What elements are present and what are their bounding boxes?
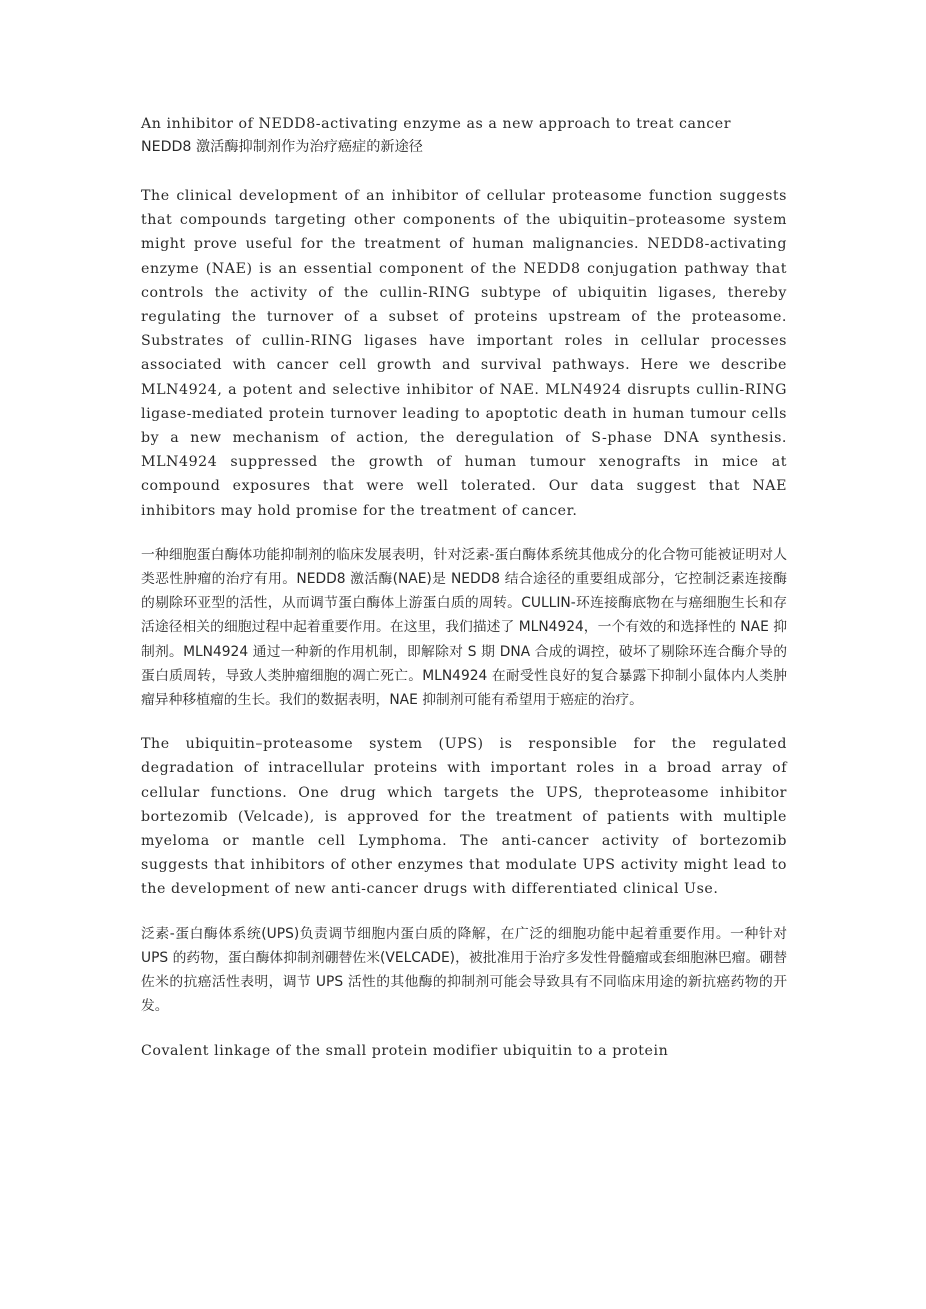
document-page <box>141 112 787 1063</box>
paragraph-ups-english: The ubiquitin–proteasome system (UPS) is responsible for the regulated degradation of intracellular proteins with important roles in a broad array of cellular functions. One drug which targets the UPS, theproteasome inhibitor bortezomib (Velcade), is approved for the treatment of patients with multiple myeloma or mantle cell Lymphoma. The anti-cancer activity of bortezomib suggests that inhibitors of other enzymes that modulate UPS activity might lead to the development of new anti-cancer drugs with differentiated clinical Use. <box>141 736 787 898</box>
title-english: An inhibitor of NEDD8-activating enzyme as a new approach to treat cancer <box>141 116 732 132</box>
paragraph-abstract-chinese: 一种细胞蛋白酶体功能抑制剂的临床发展表明，针对泛素-蛋白酶体系统其他成分的化合物可能被证明对人类恶性肿瘤的治疗有用。NEDD8 激活酶(NAE)是 NEDD8 结合途径的重要组成部分，它控制泛素连接酶的剔除环亚型的活性，从而调节蛋白酶体上游蛋白质的周转。CULLIN-环连接酶底物在与癌细胞生长和存活途径相关的细胞过程中起着重要作用。在这里，我们描述了 MLN4924，一个有效的和选择性的 NAE 抑制剂。MLN4924 通过一种新的作用机制，即解除对 S 期 DNA 合成的调控，破坏了剔除环连合酶介导的蛋白质周转，导致人类肿瘤细胞的凋亡死亡。MLN4924 在耐受性良好的复合暴露下抑制小鼠体内人类肿瘤异种移植瘤的生长。我们的数据表明，NAE 抑制剂可能有希望用于癌症的治疗。 <box>141 546 787 709</box>
paragraph-abstract-english: The clinical development of an inhibitor of cellular proteasome function suggests that compounds targeting other components of the ubiquitin–proteasome system might prove useful for the treatment of human malignancies. NEDD8-activating enzyme (NAE) is an essential component of the NEDD8 conjugation pathway that controls the activity of the cullin-RING subtype of ubiquitin ligases, thereby regulating the turnover of a subset of proteins upstream of the proteasome. Substrates of cullin-RING ligases have important roles in cellular processes associated with cancer cell growth and survival pathways. Here we describe MLN4924, a potent and selective inhibitor of NAE. MLN4924 disrupts cullin-RING ligase-mediated protein turnover leading to apoptotic death in human tumour cells by a new mechanism of action, the deregulation of S-phase DNA synthesis. MLN4924 suppressed the growth of human tumour xenografts in mice at compound exposures that were well tolerated. Our data suggest that NAE inhibitors may hold promise for the treatment of cancer. <box>141 188 787 519</box>
paragraph-covalent-english: Covalent linkage of the small protein modifier ubiquitin to a protein <box>141 1042 669 1059</box>
paragraph-ups-chinese: 泛素-蛋白酶体系统(UPS)负责调节细胞内蛋白质的降解，在广泛的细胞功能中起着重要作用。一种针对 UPS 的药物，蛋白酶体抑制剂硼替佐米(VELCADE)，被批准用于治疗多发性骨髓瘤或套细胞淋巴瘤。硼替佐米的抗癌活性表明，调节 UPS 活性的其他酶的抑制剂可能会导致具有不同临床用途的新抗癌药物的开发。 <box>141 925 787 1015</box>
title-chinese: NEDD8 激活酶抑制剂作为治疗癌症的新途径 <box>141 139 423 155</box>
